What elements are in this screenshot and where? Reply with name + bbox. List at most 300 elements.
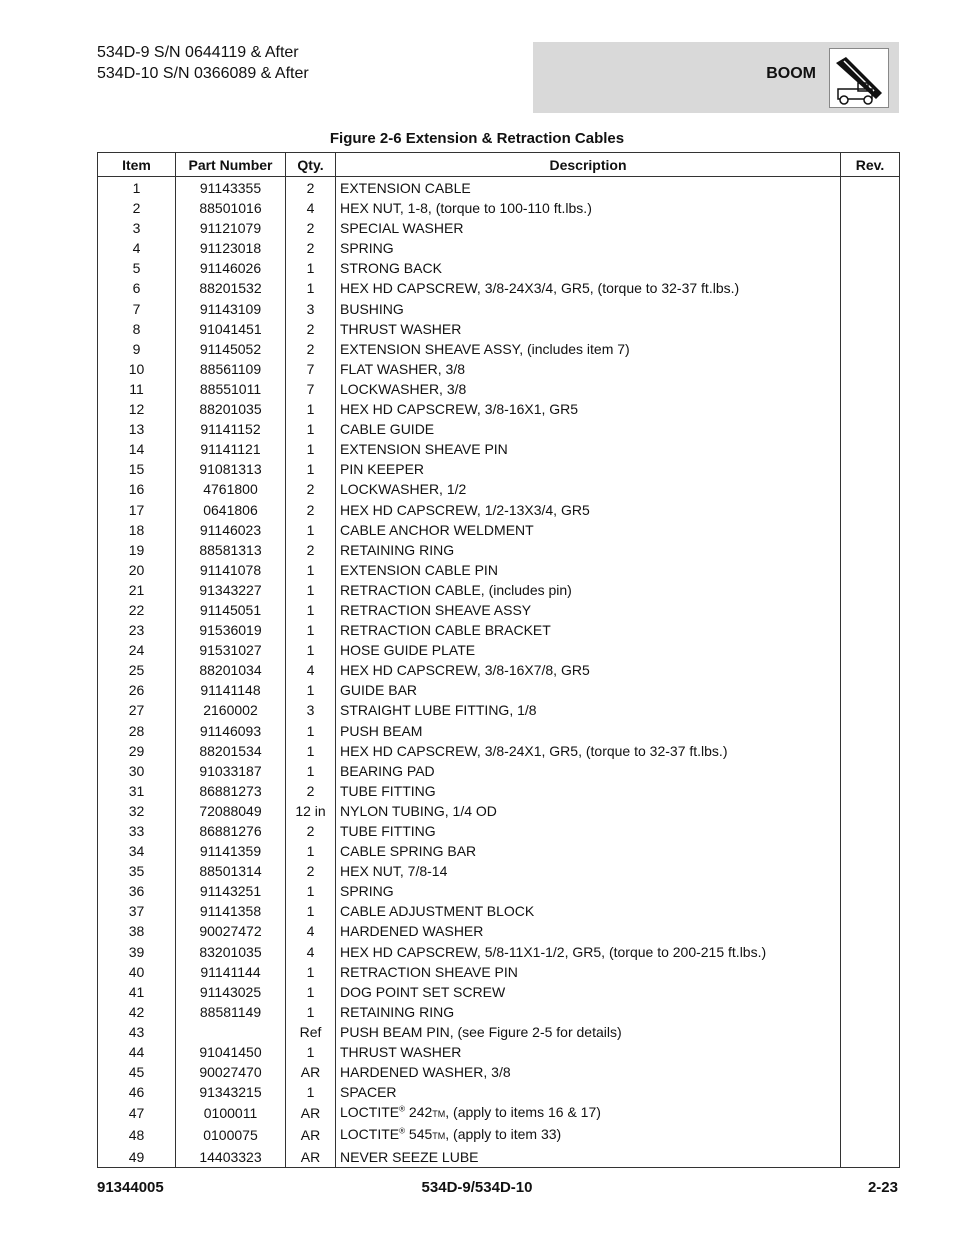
cell-qty: 1 — [286, 982, 336, 1002]
cell-qty: AR — [286, 1102, 336, 1124]
cell-rev — [841, 580, 900, 600]
cell-rev — [841, 520, 900, 540]
cell-description: SPECIAL WASHER — [336, 218, 841, 238]
cell-rev — [841, 942, 900, 962]
cell-item: 13 — [98, 419, 176, 439]
parts-table — [97, 152, 900, 1168]
cell-part-number: 91123018 — [176, 238, 286, 258]
cell-part-number: 91143251 — [176, 881, 286, 901]
cell-rev — [841, 881, 900, 901]
cell-rev — [841, 620, 900, 640]
cell-qty: 7 — [286, 379, 336, 399]
cell-qty: 2 — [286, 500, 336, 520]
cell-item: 25 — [98, 660, 176, 680]
cell-description — [336, 1124, 841, 1146]
cell-part-number: 88581149 — [176, 1002, 286, 1022]
cell-rev — [841, 781, 900, 801]
cell-description: SPRING — [336, 881, 841, 901]
cell-qty: 1 — [286, 459, 336, 479]
cell-rev — [841, 1062, 900, 1082]
table-row — [98, 500, 900, 520]
cell-item: 18 — [98, 520, 176, 540]
cell-part-number: 88561109 — [176, 359, 286, 379]
cell-part-number: 90027472 — [176, 921, 286, 941]
cell-description: RETAINING RING — [336, 540, 841, 560]
cell-rev — [841, 238, 900, 258]
col-header-item: Item — [98, 153, 176, 177]
table-row — [98, 299, 900, 319]
table-row — [98, 942, 900, 962]
section-tab — [533, 42, 899, 113]
cell-description: HARDENED WASHER, 3/8 — [336, 1062, 841, 1082]
cell-part-number: 91143025 — [176, 982, 286, 1002]
cell-item: 7 — [98, 299, 176, 319]
cell-rev — [841, 299, 900, 319]
table-row — [98, 700, 900, 720]
cell-description: NEVER SEEZE LUBE — [336, 1147, 841, 1168]
table-row — [98, 479, 900, 499]
cell-description: HEX HD CAPSCREW, 3/8-16X7/8, GR5 — [336, 660, 841, 680]
cell-item: 38 — [98, 921, 176, 941]
section-label: BOOM — [766, 65, 816, 82]
table-row — [98, 399, 900, 419]
cell-item: 35 — [98, 861, 176, 881]
table-row — [98, 901, 900, 921]
cell-description: RETRACTION SHEAVE PIN — [336, 962, 841, 982]
cell-description: TUBE FITTING — [336, 781, 841, 801]
cell-qty: 2 — [286, 339, 336, 359]
cell-rev — [841, 560, 900, 580]
table-row — [98, 881, 900, 901]
figure-title: Figure 2-6 Extension & Retraction Cables — [329, 130, 625, 147]
cell-description: LOCKWASHER, 3/8 — [336, 379, 841, 399]
table-header-row — [98, 153, 900, 177]
cell-qty: 4 — [286, 942, 336, 962]
table-row — [98, 680, 900, 700]
description-fragment: TM — [432, 1131, 446, 1142]
cell-description: EXTENSION SHEAVE PIN — [336, 439, 841, 459]
cell-part-number: 91143109 — [176, 299, 286, 319]
cell-rev — [841, 218, 900, 238]
footer-models: 534D-9/534D-10 — [421, 1179, 533, 1196]
cell-item: 44 — [98, 1042, 176, 1062]
cell-description: PIN KEEPER — [336, 459, 841, 479]
cell-qty: 1 — [286, 721, 336, 741]
description-fragment: , (apply to items 16 & 17) — [445, 1104, 601, 1121]
cell-item: 11 — [98, 379, 176, 399]
cell-rev — [841, 921, 900, 941]
cell-qty: 1 — [286, 278, 336, 298]
cell-rev — [841, 841, 900, 861]
cell-qty: 2 — [286, 238, 336, 258]
cell-rev — [841, 1124, 900, 1146]
table-row — [98, 962, 900, 982]
cell-part-number: 4761800 — [176, 479, 286, 499]
cell-item: 20 — [98, 560, 176, 580]
cell-rev — [841, 339, 900, 359]
cell-rev — [841, 982, 900, 1002]
cell-description: HEX NUT, 1-8, (torque to 100-110 ft.lbs.) — [336, 198, 841, 218]
cell-item: 39 — [98, 942, 176, 962]
cell-part-number: 0100075 — [176, 1124, 286, 1146]
cell-qty: AR — [286, 1147, 336, 1168]
cell-item: 48 — [98, 1124, 176, 1146]
cell-qty: 1 — [286, 640, 336, 660]
cell-rev — [841, 1147, 900, 1168]
cell-qty: 1 — [286, 962, 336, 982]
description-fragment: ® — [399, 1126, 406, 1136]
cell-qty: 1 — [286, 741, 336, 761]
cell-qty: 1 — [286, 901, 336, 921]
cell-qty: 1 — [286, 1042, 336, 1062]
cell-item: 12 — [98, 399, 176, 419]
cell-part-number: 91145051 — [176, 600, 286, 620]
cell-qty: 1 — [286, 881, 336, 901]
cell-part-number: 88581313 — [176, 540, 286, 560]
cell-item: 43 — [98, 1022, 176, 1042]
cell-description: RETRACTION CABLE, (includes pin) — [336, 580, 841, 600]
cell-part-number: 14403323 — [176, 1147, 286, 1168]
cell-qty: 2 — [286, 861, 336, 881]
cell-description: HARDENED WASHER — [336, 921, 841, 941]
table-row — [98, 520, 900, 540]
cell-item: 17 — [98, 500, 176, 520]
cell-qty: 2 — [286, 479, 336, 499]
cell-rev — [841, 258, 900, 278]
cell-part-number: 91141148 — [176, 680, 286, 700]
cell-part-number: 91041451 — [176, 319, 286, 339]
cell-part-number: 83201035 — [176, 942, 286, 962]
cell-part-number: 91146093 — [176, 721, 286, 741]
cell-description: TUBE FITTING — [336, 821, 841, 841]
cell-item: 26 — [98, 680, 176, 700]
cell-item: 27 — [98, 700, 176, 720]
cell-description: CABLE ADJUSTMENT BLOCK — [336, 901, 841, 921]
cell-item: 28 — [98, 721, 176, 741]
cell-description: HEX HD CAPSCREW, 3/8-16X1, GR5 — [336, 399, 841, 419]
cell-part-number: 0100011 — [176, 1102, 286, 1124]
table-row — [98, 580, 900, 600]
cell-rev — [841, 278, 900, 298]
cell-qty: 3 — [286, 299, 336, 319]
cell-description: PUSH BEAM — [336, 721, 841, 741]
cell-item: 8 — [98, 319, 176, 339]
cell-rev — [841, 1022, 900, 1042]
cell-rev — [841, 439, 900, 459]
description-fragment: TM — [432, 1109, 446, 1120]
table-row — [98, 1002, 900, 1022]
cell-qty: 4 — [286, 660, 336, 680]
cell-description: HEX HD CAPSCREW, 3/8-24X1, GR5, (torque to 32-37 ft.lbs.) — [336, 741, 841, 761]
description-fragment: LOCTITE — [340, 1104, 400, 1121]
cell-part-number: 91143355 — [176, 177, 286, 199]
cell-rev — [841, 359, 900, 379]
cell-rev — [841, 1002, 900, 1022]
cell-qty: 2 — [286, 177, 336, 199]
cell-part-number: 91531027 — [176, 640, 286, 660]
cell-qty: 1 — [286, 399, 336, 419]
table-row — [98, 560, 900, 580]
cell-description: RETRACTION SHEAVE ASSY — [336, 600, 841, 620]
cell-part-number: 88201034 — [176, 660, 286, 680]
cell-item: 49 — [98, 1147, 176, 1168]
cell-qty: 3 — [286, 700, 336, 720]
cell-part-number: 91146023 — [176, 520, 286, 540]
table-row — [98, 278, 900, 298]
cell-item: 22 — [98, 600, 176, 620]
table-row — [98, 419, 900, 439]
cell-rev — [841, 962, 900, 982]
cell-description: STRONG BACK — [336, 258, 841, 278]
cell-qty: Ref — [286, 1022, 336, 1042]
cell-qty: 1 — [286, 439, 336, 459]
cell-part-number: 91141121 — [176, 439, 286, 459]
cell-item: 34 — [98, 841, 176, 861]
cell-part-number: 90027470 — [176, 1062, 286, 1082]
cell-part-number: 0641806 — [176, 500, 286, 520]
cell-rev — [841, 459, 900, 479]
table-row — [98, 921, 900, 941]
table-row — [98, 459, 900, 479]
table-row — [98, 1102, 900, 1124]
cell-item: 21 — [98, 580, 176, 600]
cell-description: CABLE SPRING BAR — [336, 841, 841, 861]
cell-part-number: 88201035 — [176, 399, 286, 419]
cell-qty: 4 — [286, 198, 336, 218]
cell-description: HEX NUT, 7/8-14 — [336, 861, 841, 881]
cell-part-number: 91121079 — [176, 218, 286, 238]
description-fragment: ® — [399, 1104, 406, 1114]
cell-item: 37 — [98, 901, 176, 921]
cell-description: NYLON TUBING, 1/4 OD — [336, 801, 841, 821]
cell-description: EXTENSION SHEAVE ASSY, (includes item 7) — [336, 339, 841, 359]
cell-part-number: 91141152 — [176, 419, 286, 439]
table-row — [98, 339, 900, 359]
cell-qty: 1 — [286, 841, 336, 861]
cell-description: EXTENSION CABLE — [336, 177, 841, 199]
cell-description: RETRACTION CABLE BRACKET — [336, 620, 841, 640]
table-row — [98, 1062, 900, 1082]
table-row — [98, 781, 900, 801]
cell-description: BUSHING — [336, 299, 841, 319]
cell-qty: 2 — [286, 319, 336, 339]
cell-description: LOCKWASHER, 1/2 — [336, 479, 841, 499]
cell-qty: 2 — [286, 218, 336, 238]
cell-qty: 4 — [286, 921, 336, 941]
table-row — [98, 640, 900, 660]
table-row — [98, 620, 900, 640]
cell-qty: 1 — [286, 600, 336, 620]
description-fragment: 545 — [405, 1126, 433, 1143]
cell-part-number: 88501314 — [176, 861, 286, 881]
cell-item: 14 — [98, 439, 176, 459]
cell-part-number: 91141144 — [176, 962, 286, 982]
cell-description: EXTENSION CABLE PIN — [336, 560, 841, 580]
cell-description: BEARING PAD — [336, 761, 841, 781]
cell-description: HEX HD CAPSCREW, 1/2-13X3/4, GR5 — [336, 500, 841, 520]
table-row — [98, 660, 900, 680]
cell-part-number: 91536019 — [176, 620, 286, 640]
cell-item: 24 — [98, 640, 176, 660]
table-row — [98, 1124, 900, 1146]
cell-rev — [841, 379, 900, 399]
cell-description: CABLE GUIDE — [336, 419, 841, 439]
cell-qty: 2 — [286, 781, 336, 801]
cell-description: GUIDE BAR — [336, 680, 841, 700]
cell-rev — [841, 1082, 900, 1102]
table-row — [98, 177, 900, 199]
table-row — [98, 359, 900, 379]
cell-rev — [841, 700, 900, 720]
cell-rev — [841, 721, 900, 741]
cell-part-number: 2160002 — [176, 700, 286, 720]
table-row — [98, 801, 900, 821]
cell-item: 33 — [98, 821, 176, 841]
cell-description: THRUST WASHER — [336, 1042, 841, 1062]
table-row — [98, 761, 900, 781]
cell-qty: 1 — [286, 620, 336, 640]
cell-rev — [841, 640, 900, 660]
cell-part-number: 91343227 — [176, 580, 286, 600]
table-row — [98, 1082, 900, 1102]
cell-qty: 1 — [286, 580, 336, 600]
cell-item: 45 — [98, 1062, 176, 1082]
cell-description: HEX HD CAPSCREW, 5/8-11X1-1/2, GR5, (torque to 200-215 ft.lbs.) — [336, 942, 841, 962]
cell-part-number: 91343215 — [176, 1082, 286, 1102]
cell-rev — [841, 399, 900, 419]
cell-description: FLAT WASHER, 3/8 — [336, 359, 841, 379]
cell-part-number: 91141078 — [176, 560, 286, 580]
cell-item: 46 — [98, 1082, 176, 1102]
cell-part-number — [176, 1022, 286, 1042]
cell-description: PUSH BEAM PIN, (see Figure 2-5 for details) — [336, 1022, 841, 1042]
table-row — [98, 721, 900, 741]
table-row — [98, 238, 900, 258]
col-header-qty: Qty. — [286, 153, 336, 177]
table-row — [98, 319, 900, 339]
cell-description: HEX HD CAPSCREW, 3/8-24X3/4, GR5, (torque to 32-37 ft.lbs.) — [336, 278, 841, 298]
cell-item: 16 — [98, 479, 176, 499]
cell-item: 15 — [98, 459, 176, 479]
cell-part-number: 91033187 — [176, 761, 286, 781]
cell-item: 23 — [98, 620, 176, 640]
table-row — [98, 982, 900, 1002]
cell-rev — [841, 540, 900, 560]
cell-qty: AR — [286, 1124, 336, 1146]
cell-rev — [841, 419, 900, 439]
table-row — [98, 1042, 900, 1062]
cell-qty: 7 — [286, 359, 336, 379]
table-row — [98, 198, 900, 218]
cell-item: 2 — [98, 198, 176, 218]
footer-doc-number: 91344005 — [97, 1179, 164, 1196]
cell-item: 36 — [98, 881, 176, 901]
model-line-2: 534D-10 S/N 0366089 & After — [97, 65, 309, 82]
cell-item: 6 — [98, 278, 176, 298]
table-row — [98, 741, 900, 761]
cell-item: 1 — [98, 177, 176, 199]
cell-part-number: 91041450 — [176, 1042, 286, 1062]
table-row — [98, 439, 900, 459]
col-header-description: Description — [336, 153, 841, 177]
cell-description: SPRING — [336, 238, 841, 258]
cell-qty: 1 — [286, 1082, 336, 1102]
cell-qty: 2 — [286, 821, 336, 841]
cell-item: 10 — [98, 359, 176, 379]
description-fragment: 242 — [405, 1104, 433, 1121]
cell-rev — [841, 861, 900, 881]
cell-item: 29 — [98, 741, 176, 761]
table-row — [98, 821, 900, 841]
cell-rev — [841, 801, 900, 821]
cell-rev — [841, 479, 900, 499]
cell-part-number: 88551011 — [176, 379, 286, 399]
cell-item: 40 — [98, 962, 176, 982]
cell-part-number: 91141358 — [176, 901, 286, 921]
cell-description — [336, 1102, 841, 1124]
cell-qty: 2 — [286, 540, 336, 560]
cell-part-number: 88501016 — [176, 198, 286, 218]
table-row — [98, 1147, 900, 1168]
cell-rev — [841, 1042, 900, 1062]
cell-rev — [841, 761, 900, 781]
table-row — [98, 1022, 900, 1042]
cell-item: 9 — [98, 339, 176, 359]
cell-item: 47 — [98, 1102, 176, 1124]
cell-item: 42 — [98, 1002, 176, 1022]
cell-qty: 1 — [286, 680, 336, 700]
table-row — [98, 841, 900, 861]
cell-item: 31 — [98, 781, 176, 801]
cell-rev — [841, 500, 900, 520]
cell-part-number: 88201532 — [176, 278, 286, 298]
cell-part-number: 91081313 — [176, 459, 286, 479]
boom-telehandler-icon — [829, 48, 889, 108]
table-row — [98, 258, 900, 278]
table-row — [98, 218, 900, 238]
cell-qty: 1 — [286, 560, 336, 580]
cell-part-number: 72088049 — [176, 801, 286, 821]
col-header-rev: Rev. — [841, 153, 900, 177]
cell-qty: 1 — [286, 520, 336, 540]
cell-rev — [841, 821, 900, 841]
cell-part-number: 86881273 — [176, 781, 286, 801]
cell-part-number: 86881276 — [176, 821, 286, 841]
cell-qty: AR — [286, 1062, 336, 1082]
cell-item: 19 — [98, 540, 176, 560]
cell-rev — [841, 1102, 900, 1124]
cell-rev — [841, 741, 900, 761]
cell-item: 30 — [98, 761, 176, 781]
model-line-1: 534D-9 S/N 0644119 & After — [97, 44, 299, 61]
cell-part-number: 91145052 — [176, 339, 286, 359]
cell-rev — [841, 319, 900, 339]
cell-description: HOSE GUIDE PLATE — [336, 640, 841, 660]
table-row — [98, 540, 900, 560]
footer-page-number: 2-23 — [867, 1179, 898, 1196]
cell-item: 32 — [98, 801, 176, 821]
table-row — [98, 600, 900, 620]
cell-description: CABLE ANCHOR WELDMENT — [336, 520, 841, 540]
description-fragment: LOCTITE — [340, 1126, 400, 1143]
model-serial-header — [97, 42, 309, 84]
cell-item: 4 — [98, 238, 176, 258]
cell-rev — [841, 660, 900, 680]
cell-rev — [841, 198, 900, 218]
cell-description: THRUST WASHER — [336, 319, 841, 339]
cell-rev — [841, 680, 900, 700]
cell-description: DOG POINT SET SCREW — [336, 982, 841, 1002]
